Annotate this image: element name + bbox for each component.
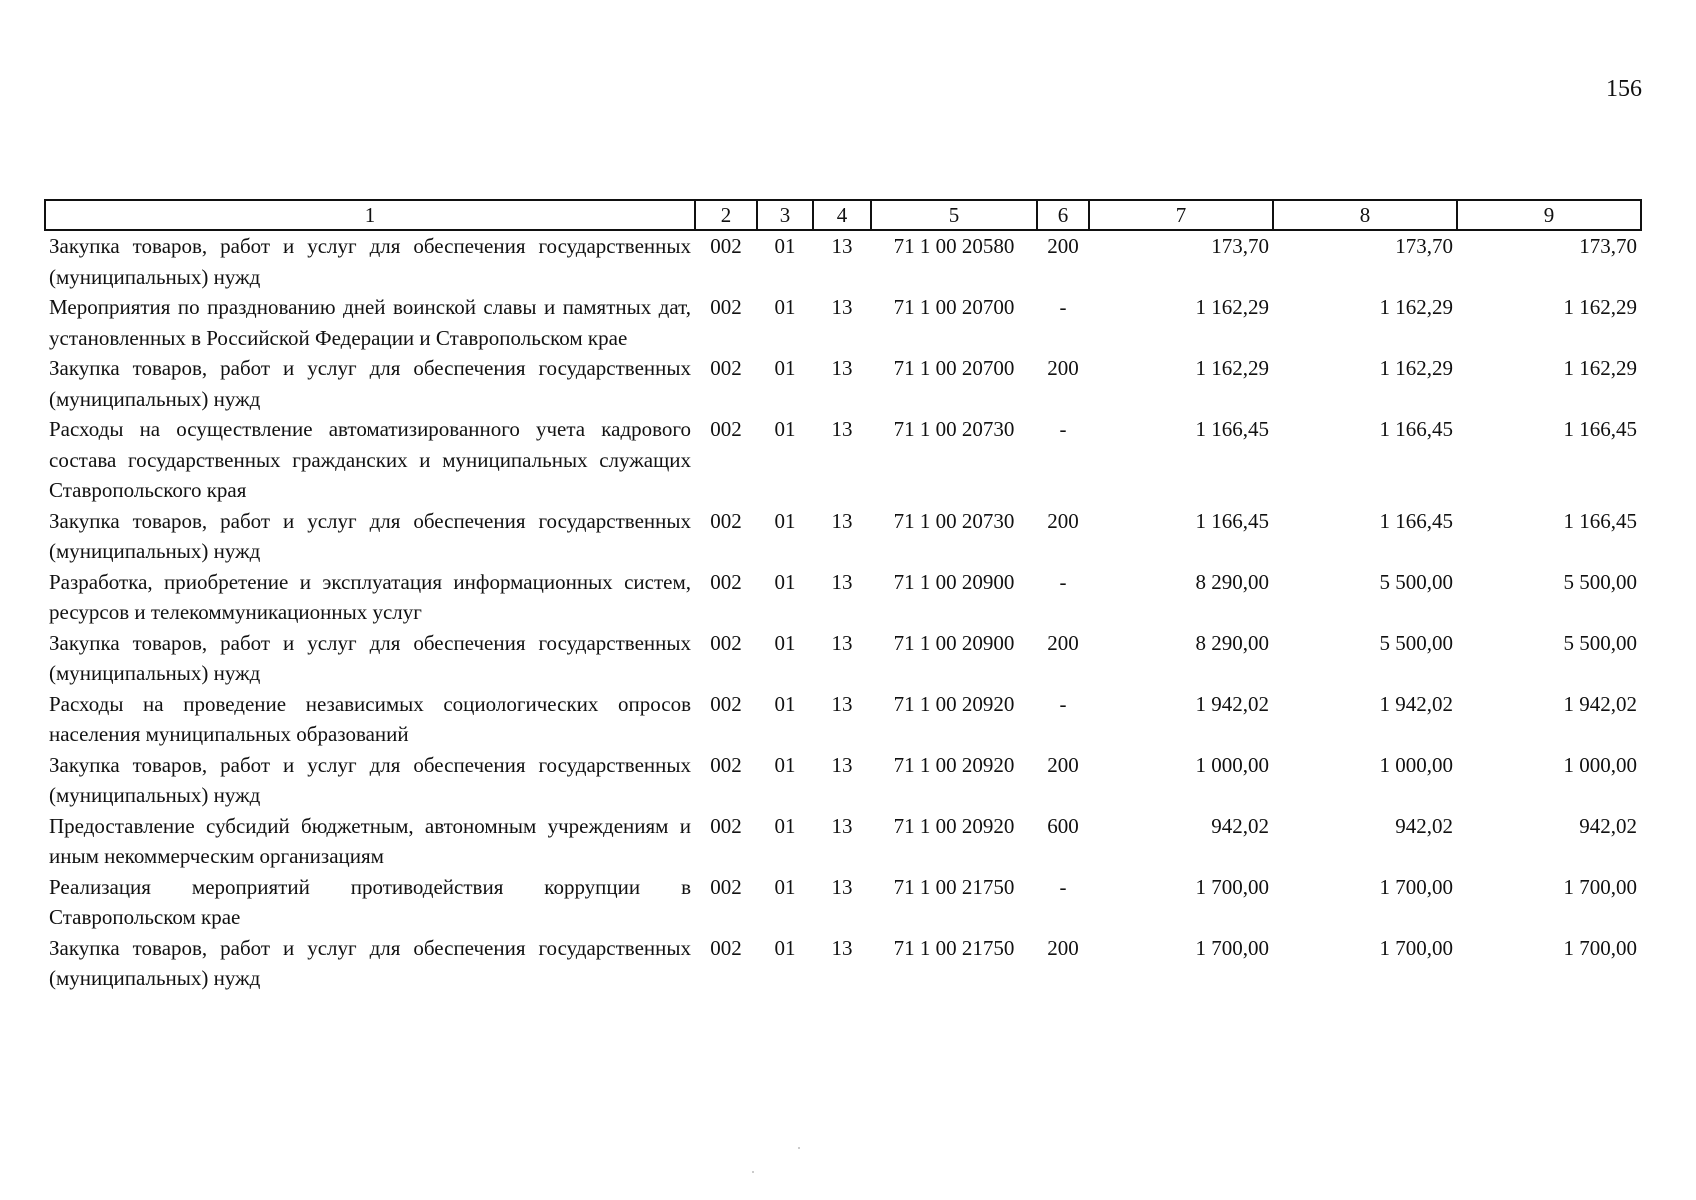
cell-col-3: 01 [774, 691, 796, 716]
cell-col-7: 173,70 [1211, 234, 1269, 258]
cell-col-8: 942,02 [1395, 813, 1453, 838]
header-col-3: 3 [757, 200, 813, 230]
cell-col-3: 01 [774, 569, 796, 594]
cell-col-9: 1 166,45 [1563, 508, 1637, 533]
cell-col-2: 002 [710, 234, 742, 258]
cell-col-6: - [1059, 295, 1067, 319]
cell-col-7: 1 166,45 [1195, 417, 1269, 441]
table-row [45, 628, 1641, 689]
cell-name: Разработка, приобретение и эксплуатация информационных систем, ресурсов и телекоммуникационных услуг [49, 569, 691, 624]
cell-col-4: 13 [831, 935, 853, 960]
cell-col-7: 1 162,29 [1195, 356, 1269, 380]
cell-col-4: 13 [831, 295, 853, 319]
cell-col-3: 01 [774, 874, 796, 899]
cell-col-3: 01 [774, 295, 796, 319]
cell-col-7: 1 166,45 [1195, 508, 1269, 533]
cell-col-3: 01 [774, 752, 796, 777]
header-col-4: 4 [813, 200, 871, 230]
cell-col-6: - [1059, 569, 1067, 594]
cell-col-3: 01 [774, 813, 796, 838]
cell-col-8: 1 162,29 [1379, 295, 1453, 319]
table-row [45, 414, 1641, 506]
cell-col-8: 173,70 [1395, 234, 1453, 258]
cell-name: Расходы на осуществление автоматизированного учета кадрового состава государственных гражданских и муниципальных служащих Ставропольского края [49, 417, 691, 502]
cell-col-4: 13 [831, 874, 853, 899]
scan-speck [752, 1171, 754, 1173]
cell-col-4: 13 [831, 569, 853, 594]
cell-col-2: 002 [710, 295, 742, 319]
cell-col-2: 002 [710, 630, 742, 655]
cell-col-2: 002 [710, 508, 742, 533]
cell-col-7: 1 700,00 [1195, 935, 1269, 960]
cell-col-6: - [1059, 691, 1067, 716]
cell-col-4: 13 [831, 630, 853, 655]
cell-col-2: 002 [710, 356, 742, 380]
cell-col-8: 1 700,00 [1379, 874, 1453, 899]
cell-col-5: 71 1 00 20700 [893, 295, 1015, 319]
cell-col-3: 01 [774, 508, 796, 533]
cell-col-4: 13 [831, 691, 853, 716]
table-row [45, 292, 1641, 353]
cell-col-5: 71 1 00 20920 [893, 813, 1015, 838]
cell-col-8: 1 000,00 [1379, 752, 1453, 777]
cell-col-7: 8 290,00 [1195, 569, 1269, 594]
cell-col-6: 600 [1047, 813, 1079, 838]
cell-col-5: 71 1 00 21750 [893, 935, 1015, 960]
cell-col-7: 1 162,29 [1195, 295, 1269, 319]
cell-col-6: - [1059, 417, 1067, 441]
cell-col-9: 5 500,00 [1563, 569, 1637, 594]
cell-col-4: 13 [831, 417, 853, 441]
cell-col-7: 1 942,02 [1195, 691, 1269, 716]
budget-table [44, 199, 1642, 994]
cell-col-8: 5 500,00 [1379, 630, 1453, 655]
cell-col-9: 1 162,29 [1563, 356, 1637, 380]
cell-col-8: 1 700,00 [1379, 935, 1453, 960]
cell-col-6: 200 [1047, 234, 1079, 258]
cell-col-5: 71 1 00 20730 [893, 417, 1015, 441]
cell-col-2: 002 [710, 813, 742, 838]
cell-col-2: 002 [710, 417, 742, 441]
cell-col-9: 1 942,02 [1563, 691, 1637, 716]
cell-col-4: 13 [831, 234, 853, 258]
cell-col-3: 01 [774, 630, 796, 655]
cell-name: Расходы на проведение независимых социологических опросов населения муниципальных образований [49, 691, 691, 746]
table-row [45, 230, 1641, 292]
cell-col-4: 13 [831, 813, 853, 838]
cell-name: Закупка товаров, работ и услуг для обеспечения государственных (муниципальных) нужд [49, 234, 691, 289]
cell-col-9: 173,70 [1579, 234, 1637, 258]
cell-col-9: 1 162,29 [1563, 295, 1637, 319]
cell-col-7: 1 700,00 [1195, 874, 1269, 899]
table-row [45, 750, 1641, 811]
cell-col-9: 942,02 [1579, 813, 1637, 838]
header-col-7: 7 [1089, 200, 1273, 230]
header-col-2: 2 [695, 200, 757, 230]
cell-col-4: 13 [831, 356, 853, 380]
cell-col-7: 942,02 [1211, 813, 1269, 838]
cell-col-5: 71 1 00 20920 [893, 691, 1015, 716]
cell-name: Мероприятия по празднованию дней воинской славы и памятных дат, установленных в Российской Федерации и Ставропольском крае [49, 295, 691, 350]
header-col-5: 5 [871, 200, 1037, 230]
cell-col-5: 71 1 00 20730 [893, 508, 1015, 533]
cell-col-5: 71 1 00 20920 [893, 752, 1015, 777]
table-row [45, 811, 1641, 872]
cell-col-9: 5 500,00 [1563, 630, 1637, 655]
cell-col-6: 200 [1047, 752, 1079, 777]
table-body [45, 230, 1641, 994]
table-row [45, 506, 1641, 567]
cell-name: Закупка товаров, работ и услуг для обеспечения государственных (муниципальных) нужд [49, 752, 691, 807]
cell-col-3: 01 [774, 935, 796, 960]
table-row [45, 689, 1641, 750]
cell-col-8: 1 166,45 [1379, 508, 1453, 533]
cell-col-9: 1 700,00 [1563, 935, 1637, 960]
cell-name: Закупка товаров, работ и услуг для обеспечения государственных (муниципальных) нужд [49, 935, 691, 990]
cell-name: Реализация мероприятий противодействия коррупции в Ставропольском крае [49, 874, 691, 929]
table-row [45, 933, 1641, 994]
cell-name: Закупка товаров, работ и услуг для обеспечения государственных (муниципальных) нужд [49, 508, 691, 563]
cell-col-7: 1 000,00 [1195, 752, 1269, 777]
cell-col-2: 002 [710, 691, 742, 716]
cell-col-7: 8 290,00 [1195, 630, 1269, 655]
cell-col-9: 1 000,00 [1563, 752, 1637, 777]
cell-col-8: 1 942,02 [1379, 691, 1453, 716]
cell-col-8: 5 500,00 [1379, 569, 1453, 594]
cell-col-6: 200 [1047, 935, 1079, 960]
cell-col-3: 01 [774, 417, 796, 441]
cell-name: Закупка товаров, работ и услуг для обеспечения государственных (муниципальных) нужд [49, 356, 691, 411]
header-col-8: 8 [1273, 200, 1457, 230]
cell-col-6: 200 [1047, 508, 1079, 533]
cell-col-4: 13 [831, 752, 853, 777]
header-col-1: 1 [45, 200, 695, 230]
page-number: 156 [1606, 76, 1642, 102]
cell-col-6: 200 [1047, 630, 1079, 655]
cell-col-2: 002 [710, 569, 742, 594]
cell-col-8: 1 166,45 [1379, 417, 1453, 441]
table-row [45, 872, 1641, 933]
cell-col-3: 01 [774, 356, 796, 380]
scan-speck [798, 1147, 800, 1149]
cell-col-3: 01 [774, 234, 796, 258]
cell-col-5: 71 1 00 21750 [893, 874, 1015, 899]
cell-col-4: 13 [831, 508, 853, 533]
header-col-6: 6 [1037, 200, 1089, 230]
cell-col-2: 002 [710, 752, 742, 777]
cell-name: Предоставление субсидий бюджетным, автономным учреждениям и иным некоммерческим организациям [49, 813, 691, 868]
header-col-9: 9 [1457, 200, 1641, 230]
cell-name: Закупка товаров, работ и услуг для обеспечения государственных (муниципальных) нужд [49, 630, 691, 685]
cell-col-6: - [1059, 874, 1067, 899]
cell-col-9: 1 700,00 [1563, 874, 1637, 899]
cell-col-5: 71 1 00 20900 [893, 569, 1015, 594]
cell-col-5: 71 1 00 20580 [893, 234, 1015, 258]
cell-col-8: 1 162,29 [1379, 356, 1453, 380]
cell-col-2: 002 [710, 935, 742, 960]
cell-col-2: 002 [710, 874, 742, 899]
table-header-row [45, 200, 1641, 230]
cell-col-5: 71 1 00 20900 [893, 630, 1015, 655]
cell-col-6: 200 [1047, 356, 1079, 380]
cell-col-9: 1 166,45 [1563, 417, 1637, 441]
table-row [45, 567, 1641, 628]
table-row [45, 353, 1641, 414]
cell-col-5: 71 1 00 20700 [893, 356, 1015, 380]
